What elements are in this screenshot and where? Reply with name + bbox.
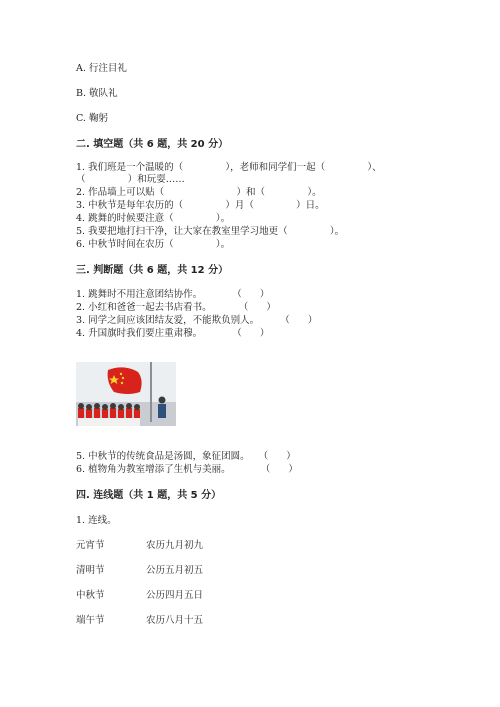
match-left-3: 中秋节 [76, 590, 105, 601]
fill-line-4: 4. 跳舞的时候要注意（ ）。 [76, 213, 231, 224]
match-right-2: 公历五月初五 [146, 565, 204, 576]
fill-line-5: 5. 我要把地打扫干净，让大家在教室里学习地更（ ）。 [76, 226, 345, 237]
option-b: B. 敬队礼 [76, 88, 118, 99]
match-left-4: 端午节 [76, 615, 105, 626]
fill-line-6: 6. 中秋节时间在农历（ ）。 [76, 239, 231, 250]
judge-line-4: 4. 升国旗时我们要庄重肃穆。 （ ） [76, 328, 270, 339]
fill-line-3: 3. 中秋节是每年农历的（ ）月（ ）日。 [76, 200, 325, 211]
match-right-4: 农历八月十五 [146, 615, 204, 626]
match-prompt: 1. 连线。 [76, 515, 117, 526]
section2-heading: 二. 填空题（共 6 题，共 20 分） [76, 139, 229, 150]
match-left-2: 清明节 [76, 565, 105, 576]
match-right-1: 农历九月初九 [146, 540, 204, 551]
match-right-3: 公历四月五日 [146, 590, 204, 601]
judge-line-2: 2. 小红和爸爸一起去书店看书。 （ ） [76, 302, 276, 313]
match-left-1: 元宵节 [76, 540, 105, 551]
flag-raising-photo [76, 362, 176, 426]
option-c: C. 鞠躬 [76, 113, 108, 124]
judge-line-1: 1. 跳舞时不用注意团结协作。 （ ） [76, 289, 270, 300]
fill-line-1-cont: （ ）和玩耍…… [76, 174, 185, 185]
section4-heading: 四. 连线题（共 1 题，共 5 分） [76, 490, 222, 501]
judge-line-6: 6. 植物角为教室增添了生机与美丽。 （ ） [76, 464, 298, 475]
fill-line-2: 2. 作品墙上可以贴（ ）和（ ）。 [76, 187, 322, 198]
section3-heading: 三. 判断题（共 6 题，共 12 分） [76, 265, 229, 276]
judge-line-3: 3. 同学之间应该团结友爱，不能欺负别人。 （ ） [76, 315, 318, 326]
option-a: A. 行注目礼 [76, 63, 127, 74]
fill-line-1: 1. 我们班是一个温暖的（ ），老师和同学们一起（ ）、 [76, 162, 382, 173]
judge-line-5: 5. 中秋节的传统食品是汤圆，象征团圆。 （ ） [76, 451, 296, 462]
